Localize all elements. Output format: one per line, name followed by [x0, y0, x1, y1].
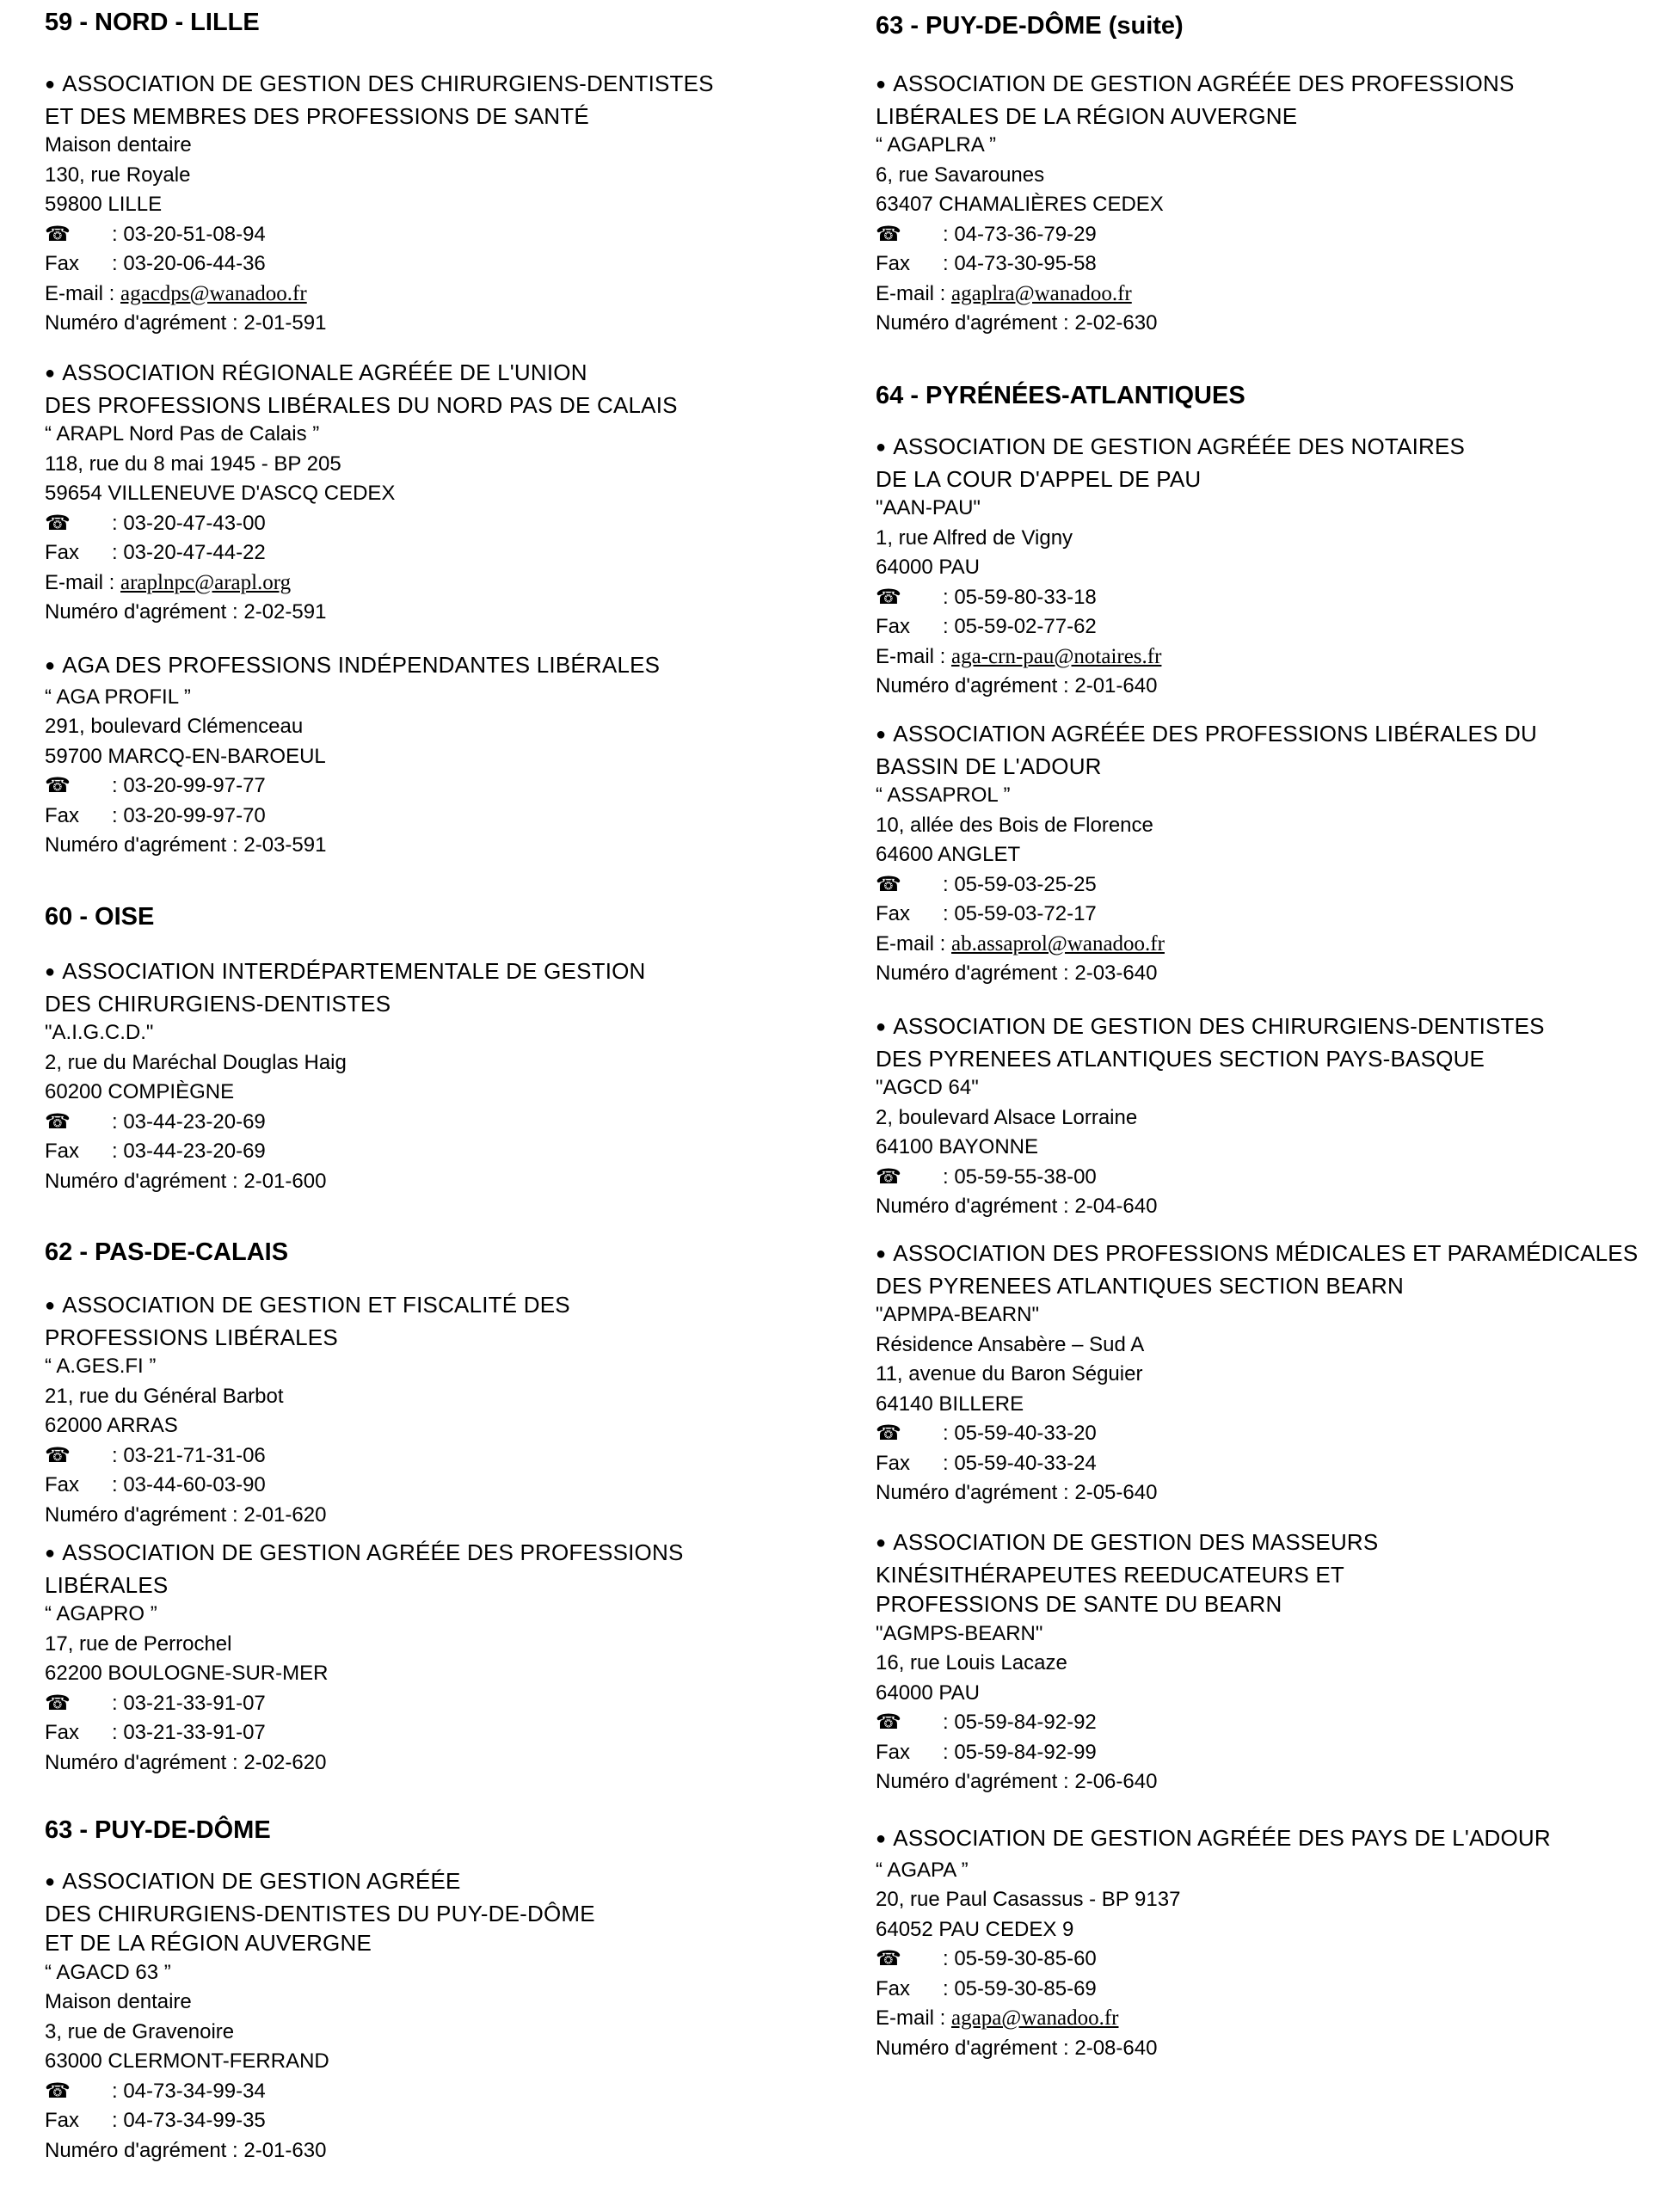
- address-line: 11, avenue du Baron Séguier: [876, 1362, 1143, 1386]
- telephone-icon: ☎: [45, 511, 71, 535]
- association-name: ET DES MEMBRES DES PROFESSIONS DE SANTÉ: [45, 102, 589, 129]
- phone-icon: [45, 220, 112, 250]
- email-link[interactable]: ab.assaprol@wanadoo.fr: [951, 931, 1165, 955]
- directory-entry: [876, 1238, 1638, 1508]
- address-line: Résidence Ansabère – Sud A: [876, 1332, 1145, 1356]
- fax-row: [45, 1471, 570, 1501]
- address-line: 64000 PAU: [876, 1681, 980, 1705]
- fax-label: Fax: [45, 1473, 80, 1496]
- telephone-icon: ☎: [45, 1109, 71, 1134]
- directory-entry: [876, 1011, 1545, 1222]
- directory-entry: [876, 432, 1465, 702]
- phone-icon: [876, 1708, 943, 1738]
- association-name: PROFESSIONS LIBÉRALES: [45, 1324, 338, 1350]
- association-name: DES CHIRURGIENS-DENTISTES: [45, 990, 391, 1017]
- agrement-number: Numéro d'agrément : 2-06-640: [876, 1770, 1158, 1793]
- association-name: ● ASSOCIATION DE GESTION DES CHIRURGIENS-DENTISTES: [876, 1011, 1545, 1044]
- address-line: 63407 CHAMALIÈRES CEDEX: [876, 193, 1164, 216]
- address-line: 291, boulevard Clémenceau: [45, 715, 304, 738]
- phone-icon: [45, 1441, 112, 1472]
- phone-row: [45, 771, 660, 802]
- email-link[interactable]: araplnpc@arapl.org: [120, 570, 292, 594]
- address-line: “ AGAPRO ”: [45, 1602, 157, 1625]
- fax-row: [876, 1449, 1638, 1479]
- fax-row: [45, 538, 678, 568]
- phone-row: [45, 509, 678, 539]
- association-name: ● ASSOCIATION DE GESTION DES CHIRURGIENS-DENTISTES: [45, 69, 714, 101]
- address-line: 2, rue du Maréchal Douglas Haig: [45, 1050, 347, 1074]
- email-label: E-mail :: [876, 281, 952, 305]
- address-line: 64000 PAU: [876, 556, 980, 579]
- address-line: 21, rue du Général Barbot: [45, 1384, 284, 1408]
- fax-number: : 04-73-30-95-58: [943, 252, 1097, 275]
- address-line: “ ASSAPROL ”: [876, 783, 1011, 807]
- address-line: Maison dentaire: [45, 133, 192, 157]
- directory-entry: [45, 650, 660, 861]
- fax-label: Fax: [876, 1451, 911, 1475]
- email-link[interactable]: aga-crn-pau@notaires.fr: [951, 644, 1162, 668]
- phone-row: [45, 1108, 646, 1138]
- section-heading: 64 - PYRÉNÉES-ATLANTIQUES: [876, 382, 1245, 409]
- section-heading: 62 - PAS-DE-CALAIS: [45, 1238, 289, 1266]
- phone-number: : 03-44-23-20-69: [112, 1109, 266, 1134]
- telephone-icon: ☎: [45, 774, 71, 797]
- address-line: 64100 BAYONNE: [876, 1135, 1038, 1158]
- email-row: [45, 280, 714, 310]
- directory-entry: [876, 719, 1537, 989]
- address-line: 130, rue Royale: [45, 163, 191, 187]
- association-name: ● ASSOCIATION DE GESTION AGRÉÉE DES PROFESSIONS: [45, 1538, 684, 1570]
- address-line: 1, rue Alfred de Vigny: [876, 525, 1073, 550]
- phone-icon: [876, 1945, 943, 1975]
- telephone-icon: ☎: [876, 222, 901, 246]
- phone-row: [45, 1689, 684, 1719]
- email-row: [876, 280, 1515, 310]
- telephone-icon: ☎: [876, 1711, 901, 1734]
- association-name: ● ASSOCIATION INTERDÉPARTEMENTALE DE GESTION: [45, 956, 646, 989]
- email-row: [876, 2004, 1551, 2034]
- address-line: 64052 PAU CEDEX 9: [876, 1917, 1074, 1941]
- phone-number: : 03-20-99-97-77: [112, 774, 266, 797]
- fax-label: Fax: [45, 541, 80, 564]
- agrement-number: Numéro d'agrément : 2-01-600: [45, 1169, 327, 1193]
- agrement-number: Numéro d'agrément : 2-01-630: [45, 2138, 327, 2162]
- fax-row: [45, 1718, 684, 1748]
- address-line: 62000 ARRAS: [45, 1414, 178, 1437]
- association-name: ● ASSOCIATION DE GESTION DES MASSEURS: [876, 1527, 1378, 1560]
- address-line: 64600 ANGLET: [876, 843, 1021, 866]
- telephone-icon: ☎: [45, 1443, 71, 1467]
- association-name: PROFESSIONS DE SANTE DU BEARN: [876, 1591, 1282, 1617]
- association-name: ● ASSOCIATION DE GESTION AGRÉÉE DES PROFESSIONS: [876, 69, 1515, 101]
- phone-row: [876, 1708, 1378, 1738]
- address-line: "AGCD 64": [876, 1076, 979, 1099]
- telephone-icon: ☎: [876, 872, 901, 896]
- agrement-number: Numéro d'agrément : 2-01-620: [45, 1502, 327, 1527]
- association-name: DES PYRENEES ATLANTIQUES SECTION BEARN: [876, 1272, 1404, 1299]
- address-line: 6, rue Savarounes: [876, 163, 1045, 187]
- directory-entry: [876, 1823, 1551, 2063]
- directory-entry: [45, 1866, 595, 2166]
- address-line: "A.I.G.C.D.": [45, 1021, 154, 1044]
- phone-number: : 05-59-55-38-00: [943, 1164, 1097, 1189]
- email-label: E-mail :: [876, 2006, 952, 2030]
- association-name: ● ASSOCIATION DE GESTION AGRÉÉE DES NOTAIRES: [876, 432, 1465, 464]
- agrement-number: Numéro d'agrément : 2-02-620: [45, 1750, 327, 1774]
- phone-icon: [876, 870, 943, 900]
- email-row: [876, 642, 1465, 673]
- phone-icon: [876, 1419, 943, 1449]
- address-line: 63000 CLERMONT-FERRAND: [45, 2049, 329, 2073]
- address-line: “ AGAPA ”: [876, 1858, 969, 1882]
- agrement-number: Numéro d'agrément : 2-01-640: [876, 674, 1158, 697]
- fax-label: Fax: [45, 1140, 80, 1163]
- agrement-number: Numéro d'agrément : 2-02-630: [876, 311, 1158, 335]
- section-heading: 59 - NORD - LILLE: [45, 9, 260, 36]
- phone-row: [876, 870, 1537, 900]
- address-line: 59654 VILLENEUVE D'ASCQ CEDEX: [45, 482, 396, 505]
- fax-number: : 05-59-03-72-17: [943, 902, 1097, 925]
- telephone-icon: ☎: [45, 2079, 71, 2103]
- phone-row: [876, 1945, 1551, 1975]
- phone-number: : 05-59-03-25-25: [943, 872, 1097, 896]
- phone-icon: [876, 583, 943, 613]
- association-name: DES PYRENEES ATLANTIQUES SECTION PAYS-BASQUE: [876, 1045, 1485, 1072]
- address-line: “ AGA PROFIL ”: [45, 685, 191, 709]
- fax-row: [876, 1975, 1551, 2005]
- phone-number: : 05-59-80-33-18: [943, 585, 1097, 609]
- directory-entry: [45, 69, 714, 339]
- fax-number: : 05-59-30-85-69: [943, 1976, 1097, 2000]
- phone-icon: [876, 220, 943, 250]
- address-line: 59700 MARCQ-EN-BAROEUL: [45, 744, 326, 768]
- fax-number: : 05-59-84-92-99: [943, 1740, 1097, 1764]
- association-name: ● ASSOCIATION AGRÉÉE DES PROFESSIONS LIBÉRALES DU: [876, 719, 1537, 752]
- address-line: Maison dentaire: [45, 1990, 192, 2013]
- association-name: ● ASSOCIATION DE GESTION AGRÉÉE DES PAYS DE L'ADOUR: [876, 1823, 1551, 1856]
- fax-label: Fax: [45, 1721, 80, 1744]
- telephone-icon: ☎: [45, 222, 71, 246]
- telephone-icon: ☎: [876, 1422, 901, 1445]
- email-row: [876, 930, 1537, 960]
- phone-icon: [45, 509, 112, 539]
- phone-row: [45, 2077, 595, 2107]
- phone-row: [876, 583, 1465, 613]
- phone-number: : 03-20-47-43-00: [112, 511, 266, 535]
- association-name: DES PROFESSIONS LIBÉRALES DU NORD PAS DE CALAIS: [45, 391, 678, 418]
- directory-entry: [876, 1527, 1378, 1797]
- fax-row: [876, 1738, 1378, 1768]
- address-line: "AAN-PAU": [876, 496, 981, 519]
- phone-icon: [45, 2077, 112, 2107]
- address-line: “ ARAPL Nord Pas de Calais ”: [45, 422, 320, 445]
- phone-row: [45, 1441, 570, 1472]
- address-line: “ A.GES.FI ”: [45, 1355, 157, 1378]
- email-label: E-mail :: [876, 644, 952, 668]
- fax-row: [45, 802, 660, 832]
- directory-entry: [45, 1290, 570, 1530]
- address-line: 3, rue de Gravenoire: [45, 2019, 235, 2043]
- fax-label: Fax: [45, 252, 80, 275]
- fax-number: : 03-20-06-44-36: [112, 252, 266, 275]
- association-name: ● ASSOCIATION DES PROFESSIONS MÉDICALES ET PARAMÉDICALES: [876, 1238, 1638, 1271]
- address-line: 60200 COMPIÈGNE: [45, 1080, 235, 1103]
- phone-icon: [876, 1163, 943, 1193]
- fax-label: Fax: [876, 1976, 911, 2000]
- fax-row: [45, 2106, 595, 2136]
- association-name: ● ASSOCIATION DE GESTION ET FISCALITÉ DES: [45, 1290, 570, 1323]
- fax-label: Fax: [876, 1740, 911, 1764]
- agrement-number: Numéro d'agrément : 2-04-640: [876, 1195, 1158, 1218]
- section-heading: 63 - PUY-DE-DÔME: [45, 1816, 271, 1844]
- email-row: [45, 568, 678, 599]
- association-name: DES CHIRURGIENS-DENTISTES DU PUY-DE-DÔME: [45, 1900, 595, 1926]
- fax-number: : 03-44-60-03-90: [112, 1473, 266, 1496]
- phone-row: [876, 1419, 1638, 1449]
- phone-number: : 03-20-51-08-94: [112, 222, 266, 246]
- phone-number: : 05-59-40-33-20: [943, 1422, 1097, 1445]
- address-line: 59800 LILLE: [45, 193, 163, 216]
- association-name: BASSIN DE L'ADOUR: [876, 753, 1102, 779]
- directory-entry: [876, 69, 1515, 339]
- email-label: E-mail :: [45, 281, 121, 305]
- phone-icon: [45, 1108, 112, 1138]
- association-name: ● AGA DES PROFESSIONS INDÉPENDANTES LIBÉRALES: [45, 650, 660, 683]
- agrement-number: Numéro d'agrément : 2-08-640: [876, 2036, 1158, 2060]
- phone-number: : 05-59-30-85-60: [943, 1947, 1097, 1970]
- fax-row: [45, 1137, 646, 1167]
- phone-number: : 04-73-36-79-29: [943, 222, 1097, 246]
- agrement-number: Numéro d'agrément : 2-01-591: [45, 311, 327, 335]
- fax-label: Fax: [876, 902, 911, 925]
- address-line: 64140 BILLERE: [876, 1392, 1024, 1416]
- phone-row: [876, 1163, 1545, 1193]
- fax-number: : 05-59-40-33-24: [943, 1451, 1097, 1475]
- association-name: ET DE LA RÉGION AUVERGNE: [45, 1930, 372, 1956]
- fax-number: : 03-21-33-91-07: [112, 1721, 266, 1744]
- agrement-number: Numéro d'agrément : 2-02-591: [45, 600, 327, 624]
- address-line: “ AGACD 63 ”: [45, 1960, 171, 1984]
- directory-entry: [45, 358, 678, 628]
- section-heading: 63 - PUY-DE-DÔME (suite): [876, 12, 1184, 40]
- fax-label: Fax: [45, 2109, 80, 2132]
- association-name: DE LA COUR D'APPEL DE PAU: [876, 465, 1202, 492]
- phone-number: : 03-21-71-31-06: [112, 1443, 266, 1467]
- fax-number: : 03-20-99-97-70: [112, 803, 266, 827]
- phone-number: : 03-21-33-91-07: [112, 1691, 266, 1715]
- address-line: “ AGAPLRA ”: [876, 133, 997, 157]
- section-heading: 60 - OISE: [45, 903, 155, 931]
- agrement-number: Numéro d'agrément : 2-05-640: [876, 1481, 1158, 1504]
- address-line: 118, rue du 8 mai 1945 - BP 205: [45, 452, 341, 476]
- address-line: 17, rue de Perrochel: [45, 1631, 232, 1656]
- agrement-number: Numéro d'agrément : 2-03-640: [876, 962, 1158, 985]
- telephone-icon: ☎: [876, 585, 901, 609]
- fax-label: Fax: [45, 803, 80, 827]
- association-name: LIBÉRALES: [45, 1571, 169, 1598]
- email-link[interactable]: agapa@wanadoo.fr: [951, 2006, 1119, 2030]
- fax-row: [45, 249, 714, 280]
- email-link[interactable]: agacdps@wanadoo.fr: [120, 281, 307, 305]
- email-label: E-mail :: [45, 570, 121, 594]
- association-name: LIBÉRALES DE LA RÉGION AUVERGNE: [876, 102, 1298, 129]
- address-line: 16, rue Louis Lacaze: [876, 1651, 1067, 1674]
- fax-number: : 03-20-47-44-22: [112, 541, 266, 564]
- fax-row: [876, 900, 1537, 930]
- telephone-icon: ☎: [45, 1691, 71, 1715]
- fax-number: : 04-73-34-99-35: [112, 2109, 266, 2132]
- phone-number: : 04-73-34-99-34: [112, 2079, 266, 2103]
- phone-row: [876, 220, 1515, 250]
- phone-number: : 05-59-84-92-92: [943, 1711, 1097, 1734]
- phone-row: [45, 220, 714, 250]
- fax-label: Fax: [876, 252, 911, 275]
- association-name: ● ASSOCIATION RÉGIONALE AGRÉÉE DE L'UNION: [45, 358, 678, 390]
- fax-row: [876, 249, 1515, 280]
- email-link[interactable]: agaplra@wanadoo.fr: [951, 281, 1132, 305]
- email-label: E-mail :: [876, 931, 952, 955]
- address-line: "APMPA-BEARN": [876, 1303, 1039, 1326]
- fax-row: [876, 612, 1465, 642]
- telephone-icon: ☎: [876, 1164, 901, 1189]
- fax-label: Fax: [876, 615, 911, 638]
- fax-number: : 05-59-02-77-62: [943, 615, 1097, 638]
- address-line: 2, boulevard Alsace Lorraine: [876, 1105, 1138, 1129]
- phone-icon: [45, 1689, 112, 1719]
- agrement-number: Numéro d'agrément : 2-03-591: [45, 833, 327, 857]
- association-name: ● ASSOCIATION DE GESTION AGRÉÉE: [45, 1866, 595, 1899]
- directory-entry: [45, 1538, 684, 1778]
- directory-entry: [45, 956, 646, 1196]
- address-line: 10, allée des Bois de Florence: [876, 813, 1153, 837]
- telephone-icon: ☎: [876, 1947, 901, 1970]
- address-line: 20, rue Paul Casassus - BP 9137: [876, 1888, 1181, 1911]
- fax-number: : 03-44-23-20-69: [112, 1140, 266, 1163]
- address-line: "AGMPS-BEARN": [876, 1621, 1043, 1645]
- phone-icon: [45, 771, 112, 802]
- address-line: 62200 BOULOGNE-SUR-MER: [45, 1662, 329, 1685]
- association-name: KINÉSITHÉRAPEUTES REEDUCATEURS ET: [876, 1561, 1344, 1588]
